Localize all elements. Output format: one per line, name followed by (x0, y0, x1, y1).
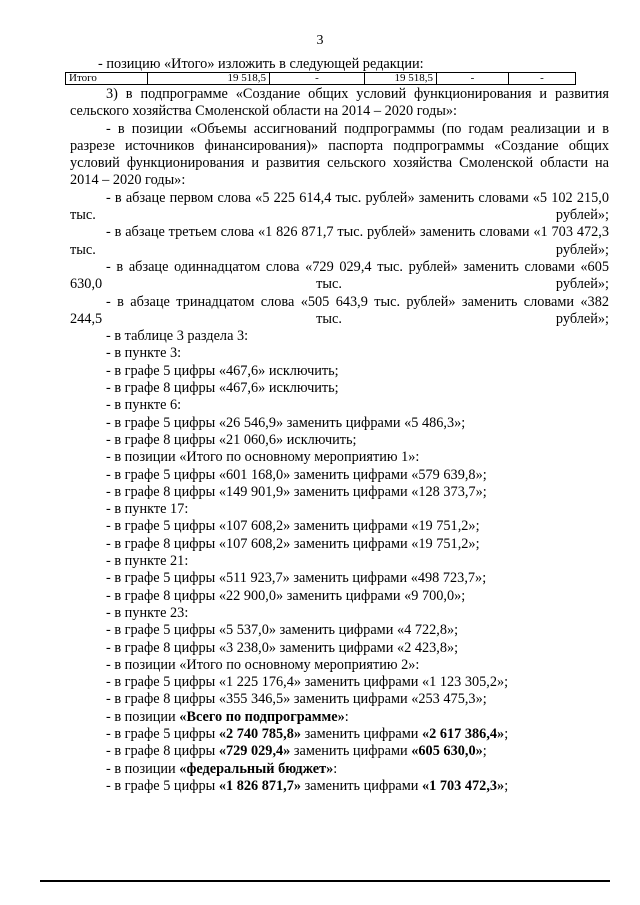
list-item: - в таблице 3 раздела 3: (106, 328, 249, 345)
item-text: - в графе 8 цифры (106, 743, 219, 760)
list-item: - в позиции «Итого по основному мероприятию 2»: (106, 656, 420, 673)
table-cell: - (437, 73, 509, 85)
list-item: - в пункте 17: (106, 501, 189, 518)
list-item: - в графе 8 цифры «149 901,9» заменить цифрами «128 373,7»; (106, 483, 487, 500)
list-item: - в графе 8 цифры «3 238,0» заменить цифрами «2 423,8»; (106, 639, 459, 656)
item-text: - в графе 5 цифры (106, 777, 219, 794)
list-item-bold (70, 761, 609, 778)
item-bold-text: «2 617 386,4» (421, 725, 505, 742)
item-text: заменить цифрами (301, 725, 422, 742)
item-text: : (333, 760, 338, 777)
item-text: заменить цифрами (290, 743, 412, 760)
item-bold-text: «1 826 871,7» (218, 777, 302, 794)
list-item: - в графе 5 цифры «1 225 176,4» заменить цифрами «1 123 305,2»; (106, 674, 509, 691)
list-item: - в пункте 3: (106, 345, 182, 362)
list-item-bold (70, 743, 609, 760)
item-text: ; (504, 725, 509, 742)
paragraph-abzac-1: - в абзаце первом слова «5 225 614,4 тыс. рублей» заменить словами «5 102 215,0 тыс. рублей»; (70, 189, 609, 224)
paragraph-abzac-11: - в абзаце одиннадцатом слова «729 029,4 тыс. рублей» заменить словами «605 630,0 тыс. рублей»; (70, 258, 609, 293)
table-cell-total: 19 518,5 (148, 73, 270, 85)
table-cell-label: Итого (66, 73, 148, 85)
bottom-divider (40, 880, 610, 882)
item-text: заменить цифрами (301, 777, 422, 794)
paragraph-abzac-3: - в абзаце третьем слова «1 826 871,7 тыс. рублей» заменить словами «1 703 472,3 тыс. рублей»; (70, 224, 609, 258)
item-text: ; (482, 743, 487, 760)
list-item: - в графе 5 цифры «511 923,7» заменить цифрами «498 723,7»; (106, 570, 487, 587)
table-row (66, 73, 576, 85)
item-bold-text: «Всего по подпрограмме» (179, 708, 345, 725)
item-bold-text: «федеральный бюджет» (179, 760, 334, 777)
item-text: - в графе 5 цифры (106, 725, 219, 742)
page-number: 3 (316, 33, 324, 48)
list-item: - в графе 8 цифры «467,6» исключить; (106, 380, 339, 397)
list-item: - в графе 8 цифры «22 900,0» заменить цифрами «9 700,0»; (106, 587, 466, 604)
paragraph-abzac-13: - в абзаце тринадцатом слова «505 643,9 тыс. рублей» заменить словами «382 244,5 тыс. рублей»; (70, 293, 609, 327)
item-text: : (344, 708, 349, 725)
list-item: - в графе 5 цифры «601 168,0» заменить цифрами «579 639,8»; (106, 466, 487, 483)
list-item: - в графе 5 цифры «107 608,2» заменить цифрами «19 751,2»; (106, 518, 480, 535)
item-bold-text: «2 740 785,8» (218, 725, 302, 742)
list-item: - в пункте 21: (106, 553, 189, 570)
list-item: - в графе 8 цифры «21 060,6» исключить; (106, 431, 357, 448)
list-item-bold (70, 778, 609, 795)
list-item: - в графе 5 цифры «26 546,9» заменить цифрами «5 486,3»; (106, 414, 466, 431)
list-item: - в позиции «Итого по основному мероприятию 1»: (106, 449, 420, 466)
document-body (70, 86, 609, 795)
list-item: - в графе 8 цифры «107 608,2» заменить цифрами «19 751,2»; (106, 535, 480, 552)
item-text: ; (504, 777, 509, 794)
list-item: - в графе 8 цифры «355 346,5» заменить цифрами «253 475,3»; (106, 691, 487, 708)
itogo-table (65, 72, 576, 85)
item-text: - в позиции (106, 708, 180, 725)
table-cell: - (509, 73, 576, 85)
item-bold-text: «605 630,0» (411, 743, 483, 760)
table-cell: 19 518,5 (365, 73, 437, 85)
intro-line: - позицию «Итого» изложить в следующей редакции: (98, 56, 424, 72)
list-item: - в графе 5 цифры «5 537,0» заменить цифрами «4 722,8»; (106, 622, 459, 639)
list-item-bold (70, 726, 609, 743)
list-item: - в пункте 23: (106, 604, 189, 621)
item-text: - в позиции (106, 760, 180, 777)
list-item-bold (70, 709, 609, 726)
list-item: - в пункте 6: (106, 397, 182, 414)
list-item: - в графе 5 цифры «467,6» исключить; (106, 362, 339, 379)
paragraph-subprogram: 3) в подпрограмме «Создание общих условий функционирования и развития сельского хозяйства Смоленской области на 2014 – 2020 годы»: (70, 86, 609, 120)
item-bold-text: «729 029,4» (218, 743, 291, 760)
item-bold-text: «1 703 472,3» (421, 777, 505, 794)
paragraph-allocations: - в позиции «Объемы ассигнований подпрограммы (по годам реализации и в разрезе источников финансирования)» паспорта подпрограммы «Создание общих условий функционирования и развития сельского хозяйства Смоленской области на 2014 – 2020 годы»: (70, 120, 609, 189)
table-cell: - (270, 73, 365, 85)
